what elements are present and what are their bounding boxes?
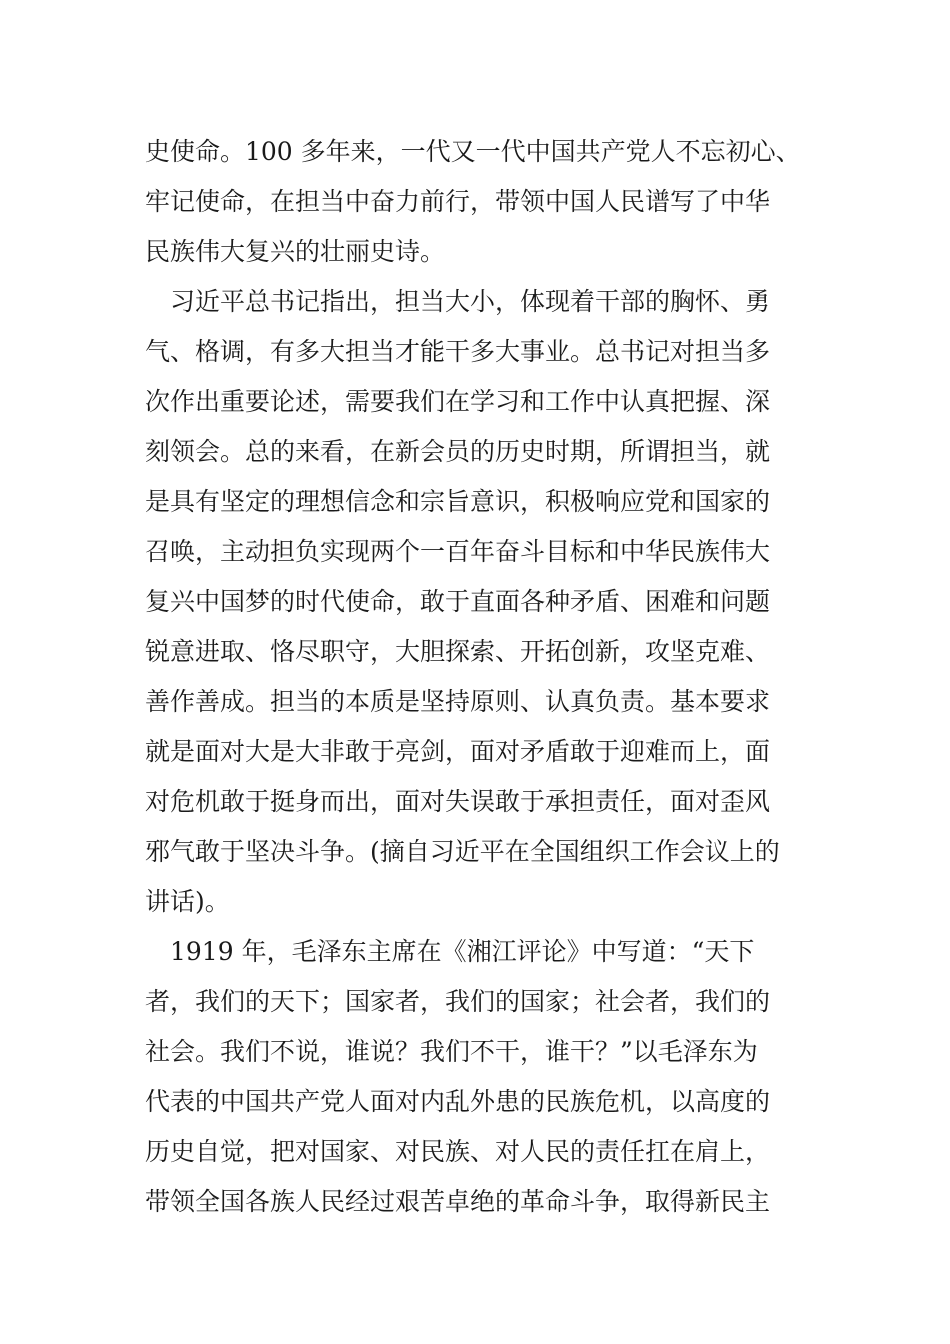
text-line: 对危机敢于挺身而出，面对失误敢于承担责任，面对歪风	[145, 787, 771, 816]
text-line: 气、格调，有多大担当才能干多大事业。总书记对担当多	[145, 337, 771, 366]
text-line: 复兴中国梦的时代使命，敢于直面各种矛盾、困难和问题	[145, 587, 771, 616]
text-line: 带领全国各族人民经过艰苦卓绝的革命斗争，取得新民主	[145, 1187, 771, 1216]
text-line: 历史自觉，把对国家、对民族、对人民的责任扛在肩上，	[145, 1137, 771, 1166]
text-line: 召唤，主动担负实现两个一百年奋斗目标和中华民族伟大	[145, 537, 771, 566]
text-line: 者，我们的天下；国家者，我们的国家；社会者，我们的	[145, 987, 771, 1016]
text-line: 善作善成。担当的本质是坚持原则、认真负责。基本要求	[145, 687, 771, 716]
text-line: 是具有坚定的理想信念和宗旨意识，积极响应党和国家的	[145, 487, 771, 516]
text-line: 锐意进取、恪尽职守，大胆探索、开拓创新，攻坚克难、	[145, 637, 771, 666]
text-line: 民族伟大复兴的壮丽史诗。	[145, 237, 446, 266]
text-line: 代表的中国共产党人面对内乱外患的民族危机，以高度的	[145, 1087, 771, 1116]
text-line: 就是面对大是大非敢于亮剑，面对矛盾敢于迎难而上，面	[145, 737, 771, 766]
text-line: 牢记使命，在担当中奋力前行，带领中国人民谱写了中华	[145, 187, 771, 216]
text-line: 1919 年，毛泽东主席在《湘江评论》中写道：“天下	[145, 937, 755, 966]
text-line: 讲话)。	[145, 887, 230, 916]
text-line: 邪气敢于坚决斗争。(摘自习近平在全国组织工作会议上的	[145, 837, 780, 866]
text-line: 习近平总书记指出，担当大小，体现着干部的胸怀、勇	[145, 287, 771, 316]
text-line: 刻领会。总的来看，在新会员的历史时期，所谓担当，就	[145, 437, 771, 466]
text-line: 社会。我们不说，谁说？我们不干，谁干？”以毛泽东为	[145, 1037, 758, 1066]
text-line: 史使命。100 多年来，一代又一代中国共产党人不忘初心、	[145, 137, 801, 166]
body-text	[145, 127, 810, 1227]
text-line: 次作出重要论述，需要我们在学习和工作中认真把握、深	[145, 387, 771, 416]
